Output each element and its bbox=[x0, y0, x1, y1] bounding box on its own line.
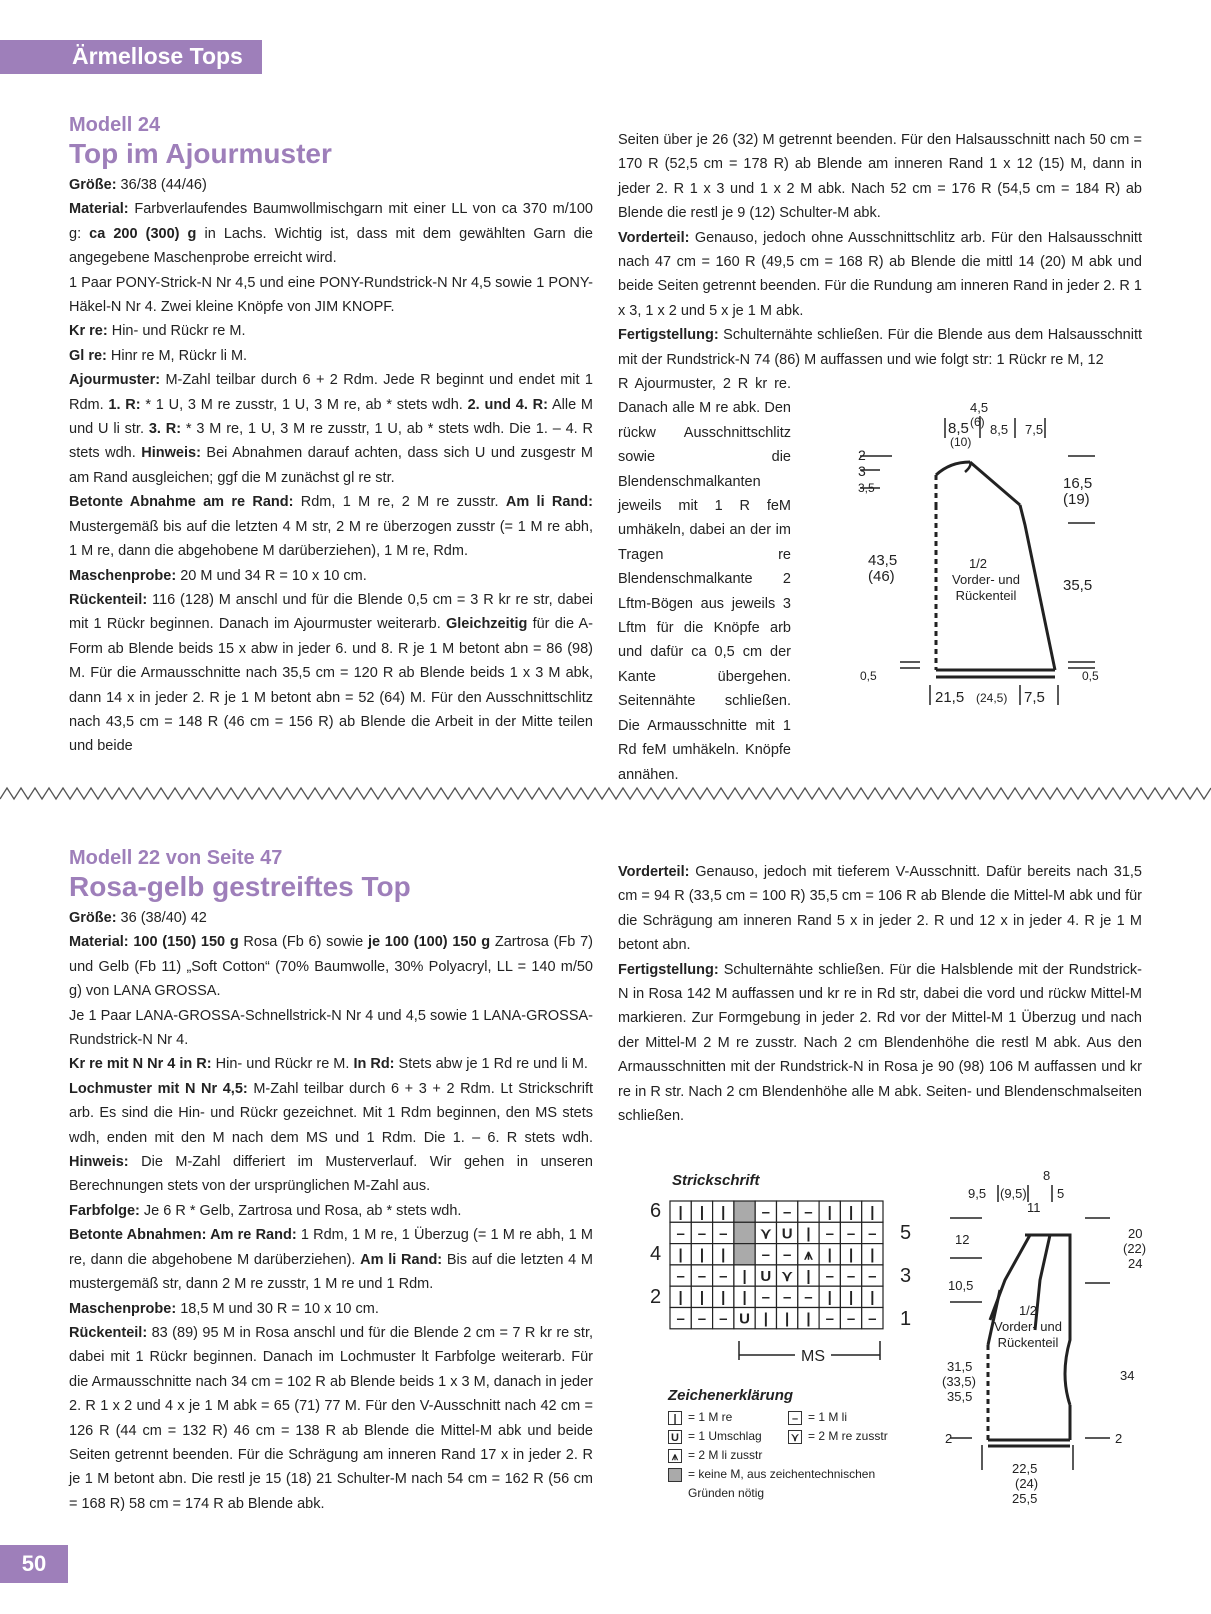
svg-text:Vorder- und: Vorder- und bbox=[952, 572, 1020, 587]
chart-symbol: | bbox=[827, 1246, 832, 1264]
svg-text:(24): (24) bbox=[1015, 1476, 1039, 1491]
model22-betonte: Betonte Abnahmen: Am re Rand: 1 Rdm, 1 M re, 1 Überzug (= 1 M re abh, 1 M re, dann die abgehobene M darüberziehen). Am li Rand: Bis auf die letzten 4 M mustergemäß str, dann 2 M re zusstr, 1 M re und 1 Rdm. bbox=[69, 1227, 593, 1293]
model22-size: Größe: 36 (38/40) 42 bbox=[69, 910, 207, 926]
chart-cell bbox=[734, 1201, 755, 1222]
chart-symbol: | bbox=[742, 1267, 747, 1285]
chart-symbol: | bbox=[699, 1289, 705, 1307]
svg-text:5: 5 bbox=[1057, 1186, 1065, 1201]
model24-krre: Kr re: Hin- und Rückr re M. bbox=[69, 323, 246, 340]
svg-text:3: 3 bbox=[900, 1265, 912, 1287]
svg-text:24: 24 bbox=[1128, 1256, 1143, 1271]
chart-symbol: – bbox=[868, 1225, 877, 1243]
model22-material: Material: 100 (150) 150 g Rosa (Fb 6) sowie je 100 (100) 150 g Zartrosa (Fb 7) und Gelb (Fb 11) „Soft Cotton“ (70% Baumwolle, 30% Polyacryl, LL = 140 m/50 g) von LANA GROSSA. bbox=[69, 934, 593, 1000]
zigzag-divider bbox=[0, 785, 1211, 803]
section-tab bbox=[0, 40, 262, 74]
model24-fertig-cont: R Ajourmuster, 2 R kr re. Danach alle M re abk. Den rückw Ausschnittschlitz sowie die Blendenschmalkanten jeweils mit 1 R feM umhäkeln, dabei an der im Tragen re Blendenschmalkante 2 Lftm-Bögen aus jeweils 3 Lftm für die Knöpfe arb und dafür ca 0,5 cm der Kante übergehen. Seitennähte schließen. Die Armausschnitte mit 1 Rd feM umhäkeln. Knöpfe annähen. bbox=[618, 376, 791, 783]
svg-text:Rückenteil: Rückenteil bbox=[955, 588, 1017, 603]
chart-symbol: | bbox=[699, 1204, 705, 1221]
chart-symbol: | bbox=[870, 1289, 875, 1307]
svg-text:2: 2 bbox=[650, 1286, 662, 1308]
model22-schematic bbox=[942, 1168, 1175, 1530]
svg-text:8,5: 8,5 bbox=[948, 420, 969, 437]
model22-title: Rosa-gelb gestreiftes Top bbox=[69, 871, 411, 902]
model24-probe: Maschenprobe: 20 M und 34 R = 10 x 10 cm. bbox=[69, 567, 367, 584]
svg-text:2: 2 bbox=[945, 1431, 953, 1446]
chart-symbol: | bbox=[721, 1289, 726, 1307]
chart-symbol: | bbox=[721, 1246, 726, 1264]
svg-text:(9,5): (9,5) bbox=[1000, 1186, 1027, 1201]
model24-size: Größe: 36/38 (44/46) bbox=[69, 177, 207, 193]
svg-text:6: 6 bbox=[650, 1200, 662, 1222]
chart-symbol: – bbox=[719, 1310, 728, 1328]
model24-betonte: Betonte Abnahme am re Rand: Rdm, 1 M re, 2 M re zusstr. Am li Rand: Mustergemäß bis auf die letzten 4 M str, 2 M re überzogen zusstr (= 1 M re abh, 1 M re, dann die abgehobene M darüberziehen), 1 M re, Rdm. bbox=[69, 494, 593, 560]
chart-symbol: – bbox=[697, 1310, 707, 1328]
chart-symbol: – bbox=[782, 1289, 792, 1307]
model22-label: Modell 22 von Seite 47 bbox=[69, 847, 283, 869]
model22-left-column bbox=[69, 846, 593, 1516]
svg-text:1: 1 bbox=[900, 1308, 912, 1330]
model24-ajour: Ajourmuster: M-Zahl teilbar durch 6 + 2 Rdm. Jede R beginnt und endet mit 1 Rdm. 1. R: * 1 U, 3 M re zusstr, 1 U, 3 M re, ab * stets wdh. 2. und 4. R: Alle M und U li str. 3. R: * 3 M re, 1 U, 3 M re zusstr, 1 U, ab * stets wdh. Die 1. – 4. R stets wdh. Hinweis: Bei Abnahmen darauf achten, dass sich U und zusgestr M am Rand ausgleichen; ggf die M zunächst gl re str. bbox=[69, 372, 594, 486]
svg-text:35,5: 35,5 bbox=[1063, 577, 1093, 594]
chart-cell bbox=[734, 1222, 755, 1243]
chart-symbol: U bbox=[760, 1267, 772, 1285]
model24-left-column bbox=[69, 113, 593, 759]
svg-text:12: 12 bbox=[955, 1232, 970, 1247]
knit-together-icon: ⋎ bbox=[788, 1430, 802, 1444]
strickschrift-chart bbox=[640, 1165, 920, 1380]
model22-needles: Je 1 Paar LANA-GROSSA-Schnellstrick-N Nr 4 und 4,5 sowie 1 LANA-GROSSA-Rundstrick-N Nr 4. bbox=[69, 1007, 593, 1049]
chart-symbol: | bbox=[806, 1310, 811, 1328]
svg-text:1/2: 1/2 bbox=[968, 556, 988, 571]
svg-text:MS: MS bbox=[801, 1348, 825, 1365]
model22-krre: Kr re mit N Nr 4 in R: Hin- und Rückr re M. In Rd: Stets abw je 1 Rd re und li M. bbox=[69, 1056, 588, 1073]
svg-text:7,5: 7,5 bbox=[1024, 689, 1045, 706]
chart-symbol: | bbox=[848, 1246, 854, 1264]
model22-right-column bbox=[618, 860, 1142, 1128]
model24-title: Top im Ajourmuster bbox=[69, 138, 332, 169]
chart-symbol: – bbox=[761, 1246, 771, 1264]
model22-loch: Lochmuster mit N Nr 4,5: M-Zahl teilbar durch 6 + 3 + 2 Rdm. Lt Strickschrift arb. Es sind die Hin- und Rückr gezeichnet. Mit 1 Rdm beginnen, den MS stets wdh, enden mit den M nach dem MS und 1 Rdm. Die 1. – 6. R stets wdh. Hinweis: Die M-Zahl differiert im Musterverlauf. Wir gehen in unseren Berechnungen stets von der ursprünglichen M-Zahl aus. bbox=[69, 1080, 593, 1195]
svg-text:34: 34 bbox=[1120, 1368, 1135, 1383]
chart-symbol: – bbox=[761, 1289, 771, 1307]
chart-symbol: ⋎ bbox=[760, 1225, 772, 1243]
chart-symbol: – bbox=[868, 1267, 877, 1285]
svg-text:Rückenteil: Rückenteil bbox=[997, 1335, 1059, 1350]
svg-text:8: 8 bbox=[1043, 1168, 1051, 1183]
chart-symbol: | bbox=[806, 1267, 811, 1285]
model22-farb: Farbfolge: Je 6 R * Gelb, Zartrosa und Rosa, ab * stets wdh. bbox=[69, 1202, 462, 1219]
section-title: Ärmellose Tops bbox=[72, 43, 243, 69]
chart-symbol: – bbox=[804, 1289, 813, 1307]
knit-stitch-icon: | bbox=[668, 1411, 682, 1425]
svg-text:20: 20 bbox=[1128, 1226, 1143, 1241]
model24-col2-p1: Seiten über je 26 (32) M getrennt beenden. Für den Halsausschnitt nach 50 cm = 170 R (52,5 cm = 178 R) ab Blende am inneren Rand 1 x 12 (15) M, dann in jeder 2. R 1 x 3 und 1 x 2 M abk. Nach 52 cm = 176 R (54,5 cm = 184 R) ab Blende die restl je 9 (12) Schulter-M abk. bbox=[618, 132, 1142, 222]
svg-text:4,5: 4,5 bbox=[970, 400, 989, 415]
chart-symbol: – bbox=[846, 1225, 856, 1243]
chart-symbol: – bbox=[825, 1267, 834, 1285]
svg-text:2: 2 bbox=[1115, 1431, 1123, 1446]
model24-needles: 1 Paar PONY-Strick-N Nr 4,5 und eine PONY-Rundstrick-N Nr 4,5 sowie 1 PONY-Häkel-N Nr 4. Zwei kleine Knöpfe von JIM KNOPF. bbox=[69, 274, 593, 316]
purl-together-icon: ⩚ bbox=[668, 1449, 682, 1463]
model22-probe: Maschenprobe: 18,5 M und 30 R = 10 x 10 cm. bbox=[69, 1300, 379, 1317]
svg-text:8,5: 8,5 bbox=[990, 422, 1009, 437]
chart-symbol: | bbox=[806, 1225, 811, 1243]
svg-text:1/2: 1/2 bbox=[1018, 1303, 1038, 1318]
svg-text:(33,5): (33,5) bbox=[942, 1374, 976, 1389]
chart-symbol: – bbox=[782, 1204, 792, 1221]
model24-fertig: Fertigstellung: Schulternähte schließen. Für die Blende aus dem Halsausschnitt mit der Rundstrick-N 74 (86) M auffassen und wie folgt str: 1 Rückr re M, 12 bbox=[618, 327, 1142, 368]
svg-text:0,5: 0,5 bbox=[1082, 669, 1099, 683]
chart-symbol: – bbox=[697, 1267, 707, 1285]
chart-symbol: | bbox=[678, 1246, 683, 1264]
svg-text:21,5: 21,5 bbox=[935, 689, 965, 706]
svg-text:Vorder- und: Vorder- und bbox=[994, 1319, 1062, 1334]
chart-legend: Zeichenerklärung | = 1 M re U = 1 Umschlag ⩚ = 2 M li zusstr – = 1 M li ⋎ = 2 M re zusstr = keine M, aus zeichentechnischen Gründen nötig bbox=[668, 1387, 888, 1500]
chart-symbol: – bbox=[761, 1204, 771, 1221]
chart-symbol: – bbox=[676, 1225, 685, 1243]
svg-text:5: 5 bbox=[900, 1222, 912, 1244]
svg-text:7,5: 7,5 bbox=[1025, 422, 1044, 437]
model24-schematic bbox=[860, 400, 1120, 730]
purl-stitch-icon: – bbox=[788, 1411, 802, 1425]
chart-symbol: – bbox=[825, 1310, 834, 1328]
chart-symbol: | bbox=[870, 1246, 875, 1264]
svg-text:(10): (10) bbox=[950, 435, 972, 449]
chart-symbol: – bbox=[868, 1310, 877, 1328]
page-number: 50 bbox=[0, 1545, 68, 1583]
chart-symbol: – bbox=[846, 1267, 856, 1285]
chart-symbol: | bbox=[742, 1289, 747, 1307]
chart-symbol: | bbox=[699, 1246, 705, 1264]
model24-label: Modell 24 bbox=[69, 114, 161, 136]
chart-symbol: U bbox=[781, 1225, 793, 1243]
svg-text:(46): (46) bbox=[868, 568, 895, 585]
chart-symbol: | bbox=[870, 1204, 875, 1221]
chart-symbol: – bbox=[676, 1310, 685, 1328]
svg-text:25,5: 25,5 bbox=[1012, 1491, 1038, 1506]
svg-text:16,5: 16,5 bbox=[1063, 475, 1093, 492]
chart-symbol: – bbox=[782, 1246, 792, 1264]
chart-symbol: | bbox=[678, 1289, 683, 1307]
model24-right-column bbox=[618, 128, 1142, 372]
model24-rueck: Rückenteil: 116 (128) M anschl und für die Blende 0,5 cm = 3 R kr re str, dabei mit 1 Rückr beginnen. Danach im Ajourmuster weiterarb. Gleichzeitig für die A-Form ab Blende beids 15 x abw in jeder 6. und 8. R je 1 M betont abn = 86 (98) M. Für die Armausschnitte nach 35,5 cm = 120 R ab Blende beids 1 x 3 M abk, dann 14 x in jeder 2. R je 1 M betont abn = 52 (64) M. Für den Ausschnittschlitz nach 43,5 cm = 148 R (46 cm = 156 R) ab Blende die Arbeit in der Mitte teilen und beide bbox=[69, 591, 593, 755]
svg-text:(6): (6) bbox=[970, 415, 985, 429]
svg-text:(22): (22) bbox=[1123, 1241, 1147, 1256]
svg-text:35,5: 35,5 bbox=[947, 1389, 973, 1404]
no-stitch-icon bbox=[668, 1468, 682, 1482]
model24-glre: Gl re: Hinr re M, Rückr li M. bbox=[69, 347, 248, 364]
svg-text:43,5: 43,5 bbox=[868, 552, 898, 569]
chart-symbol: – bbox=[719, 1225, 728, 1243]
chart-cell bbox=[734, 1244, 755, 1265]
chart-symbol: | bbox=[678, 1204, 683, 1221]
svg-text:4: 4 bbox=[650, 1243, 662, 1265]
svg-text:2: 2 bbox=[858, 447, 866, 463]
chart-symbol: | bbox=[827, 1289, 832, 1307]
chart-symbol: | bbox=[721, 1204, 726, 1221]
svg-text:3,5: 3,5 bbox=[858, 481, 875, 495]
chart-symbol: U bbox=[739, 1310, 750, 1328]
svg-text:Strickschrift: Strickschrift bbox=[672, 1172, 760, 1189]
chart-symbol: ⩚ bbox=[804, 1246, 813, 1264]
chart-symbol: | bbox=[848, 1289, 854, 1307]
svg-text:11: 11 bbox=[1027, 1200, 1041, 1215]
svg-text:10,5: 10,5 bbox=[948, 1278, 974, 1293]
chart-symbol: | bbox=[848, 1204, 854, 1221]
svg-text:3: 3 bbox=[858, 463, 866, 479]
model24-vorder: Vorderteil: Genauso, jedoch ohne Ausschnittschlitz arb. Für den Halsausschnitt nach 47 cm = 160 R (49,5 cm = 168 R) ab Blende die mittl 14 (20) M abk und beide Seiten getrennt beenden. Für die Rundung am inneren Rand in jeder 2. R 1 x 3, 1 x 2 und 5 x je 1 M abk. bbox=[618, 229, 1142, 319]
chart-symbol: – bbox=[719, 1267, 728, 1285]
chart-symbol: | bbox=[827, 1204, 832, 1221]
chart-symbol: ⋎ bbox=[781, 1267, 793, 1285]
chart-symbol: – bbox=[846, 1310, 856, 1328]
chart-symbol: – bbox=[697, 1225, 707, 1243]
model22-rueck: Rückenteil: 83 (89) 95 M in Rosa anschl und für die Blende 2 cm = 7 R kr re str, dabei mit 1 Rückr beginnen. Danach im Lochmuster lt Farbfolge weiterarb. Für die Armausschnitte nach 34 cm = 102 R ab Blende beids 1 x 3 M, danach in jeder 2. R 1 x 2 und 4 x je 1 M abk = 65 (71) 77 M. Für den V-Ausschnitt nach 42 cm = 126 R (44 cm = 132 R) 46 cm = 138 R ab Blende die Mittel-M abk und beide Seiten getrennt beenden. Für die Schrägung am inneren Rand 17 x in jeder 2. R je 1 M betont abn. Die restl je 15 (18) 21 Schulter-M nach 54 cm = 162 R (56 cm = 168 R) 58 cm = 174 R ab Blende abk. bbox=[69, 1324, 593, 1512]
svg-text:22,5: 22,5 bbox=[1012, 1461, 1038, 1476]
chart-symbol: | bbox=[785, 1310, 790, 1328]
svg-text:(19): (19) bbox=[1063, 491, 1090, 508]
svg-text:(24,5): (24,5) bbox=[976, 691, 1008, 705]
model24-material: Material: Farbverlaufendes Baumwollmischgarn mit einer LL von ca 370 m/100 g: ca 200 (300) g in Lachs. Wichtig ist, dass mit dem gewählten Garn die angegebene Maschenprobe erreicht wird. bbox=[69, 201, 593, 267]
yarn-over-icon: U bbox=[668, 1430, 682, 1444]
chart-symbol: – bbox=[804, 1204, 813, 1221]
svg-text:31,5: 31,5 bbox=[947, 1359, 973, 1374]
svg-text:9,5: 9,5 bbox=[968, 1186, 987, 1201]
model22-vorder: Vorderteil: Genauso, jedoch mit tieferem V-Ausschnitt. Dafür bereits nach 31,5 cm = 94 R (33,5 cm = 100 R) 35,5 cm = 106 R ab Blende die Mittel-M abk und für die Schrägung am inneren Rand 5 x in jeder 2. R und 12 x in jeder 4. R je 1 M betont abn. bbox=[618, 864, 1142, 954]
model22-fertig: Fertigstellung: Schulternähte schließen. Für die Halsblende mit der Rundstrick-N in Rosa 142 M auffassen und kr re in Rd str, dabei die vord und rückw Mittel-M markieren. Zur Formgebung in jeder 2. Rd vor der Mittel-M 1 Überzug und nach der Mittel-M 2 M re zusstr. Nach 2 cm Blendenhöhe die restl M abk. Aus den Armausschnitten mit der Rundstrick-N in Rosa je 90 (98) 106 M auffassen und kr re in R str. Nach 2 cm Blendenhöhe alle M abk. Seiten- und Blendenschmalseiten schließen. bbox=[618, 961, 1142, 1125]
chart-symbol: – bbox=[676, 1267, 685, 1285]
svg-text:0,5: 0,5 bbox=[860, 669, 877, 683]
chart-symbol: – bbox=[825, 1225, 834, 1243]
chart-symbol: | bbox=[763, 1310, 768, 1328]
